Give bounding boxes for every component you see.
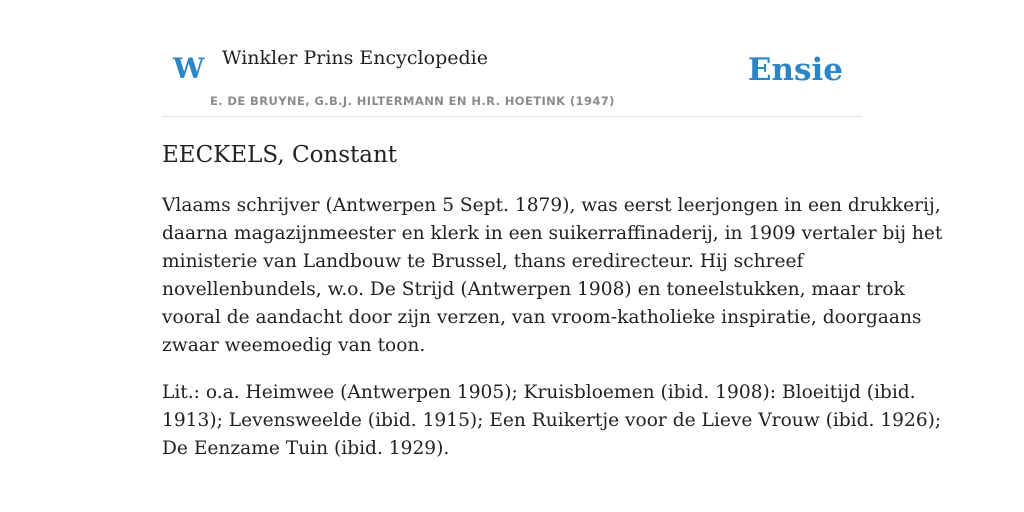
source-header xyxy=(162,0,862,117)
paragraph-line: 1913); Levensweelde (ibid. 1915); Een Ruikertje voor de Lieve Vrouw (ibid. 1926); xyxy=(162,410,942,431)
article-page xyxy=(162,0,943,512)
paragraph-line: De Eenzame Tuin (ibid. 1929). xyxy=(162,438,450,459)
paragraph-line: novellenbundels, w.o. De Strijd (Antwerpen 1908) en toneelstukken, maar trok xyxy=(162,279,905,300)
paragraph-line: vooral de aandacht door zijn verzen, van vroom-katholieke inspiratie, doorgaans xyxy=(162,307,922,328)
ensie-logo-link[interactable]: Ensie xyxy=(747,52,843,88)
entry-paragraph-literature xyxy=(162,379,942,463)
paragraph-line: Lit.: o.a. Heimwee (Antwerpen 1905); Kruisbloemen (ibid. 1908): Bloeitijd (ibid. xyxy=(162,382,916,403)
paragraph-line: Vlaams schrijver (Antwerpen 5 Sept. 1879), was eerst leerjongen in een drukkerij, xyxy=(162,195,941,216)
source-title[interactable]: Winkler Prins Encyclopedie xyxy=(222,47,488,69)
source-authors: E. DE BRUYNE, G.B.J. HILTERMANN EN H.R. HOETINK (1947) xyxy=(210,94,615,108)
winkler-prins-logo-icon[interactable]: W xyxy=(173,52,205,85)
entry-paragraph-main xyxy=(162,192,943,360)
paragraph-line: ministerie van Landbouw te Brussel, thans eredirecteur. Hij schreef xyxy=(162,251,804,272)
entry-title: EECKELS, Constant xyxy=(162,142,398,168)
paragraph-line: zwaar weemoedig van toon. xyxy=(162,335,426,356)
paragraph-line: daarna magazijnmeester en klerk in een suikerraffinaderij, in 1909 vertaler bij het xyxy=(162,223,943,244)
